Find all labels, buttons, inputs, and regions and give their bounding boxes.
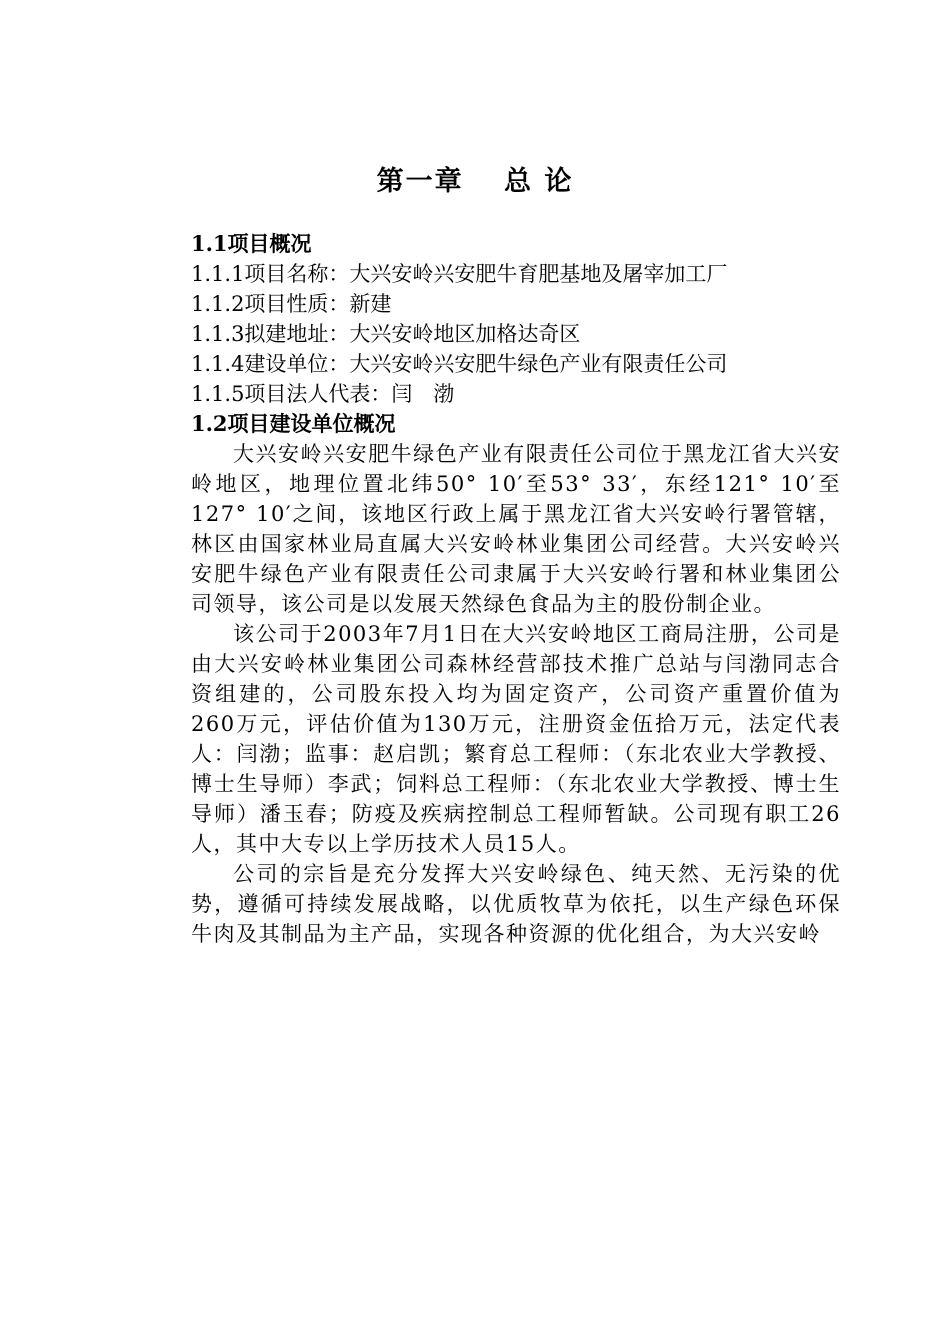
section-heading-1-2: 1.2项目建设单位概况 [191,411,396,436]
project-site-item: 1.1.3拟建地址：大兴安岭地区加格达奇区 [191,322,581,346]
section-heading-1-1: 1.1项目概况 [191,231,312,256]
legal-representative-item: 1.1.5项目法人代表：闫 渤 [191,382,455,406]
document-body [191,229,841,949]
company-location-paragraph: 大兴安岭兴安肥牛绿色产业有限责任公司位于黑龙江省大兴安岭地区，地理位置北纬50° 10′至53° 33′，东经121° 10′至127° 10′之间，该地区行政上属于黑龙江省大兴安岭行署管辖，林区由国家林业局直属大兴安岭林业集团公司经营。大兴安岭兴安肥牛绿色产业有限责任公司隶属于大兴安岭行署和林业集团公司领导，该公司是以发展天然绿色食品为主的股份制企业。 [191,442,841,616]
company-mission-paragraph: 公司的宗旨是充分发挥大兴安岭绿色、纯天然、无污染的优势，遵循可持续发展战略，以优质牧草为依托，以生产绿色环保牛肉及其制品为主产品，实现各种资源的优化组合，为大兴安岭 [191,862,841,946]
project-name-item: 1.1.1项目名称：大兴安岭兴安肥牛育肥基地及屠宰加工厂 [191,262,728,286]
chapter-title: 第一章 总 论 [376,166,574,197]
project-nature-item: 1.1.2项目性质：新建 [191,292,392,316]
construction-unit-item: 1.1.4建设单位：大兴安岭兴安肥牛绿色产业有限责任公司 [191,352,728,376]
company-registration-paragraph: 该公司于2003年7月1日在大兴安岭地区工商局注册，公司是由大兴安岭林业集团公司森林经营部技术推广总站与闫渤同志合资组建的，公司股东投入均为固定资产，公司资产重置价值为260万元，评估价值为130万元，注册资金伍拾万元，法定代表人：闫渤；监事：赵启凯；繁育总工程师：（东北农业大学教授、博士生导师）李武；饲料总工程师：（东北农业大学教授、博士生导师）潘玉春；防疫及疾病控制总工程师暂缺。公司现有职工26人，其中大专以上学历技术人员15人。 [191,622,841,856]
